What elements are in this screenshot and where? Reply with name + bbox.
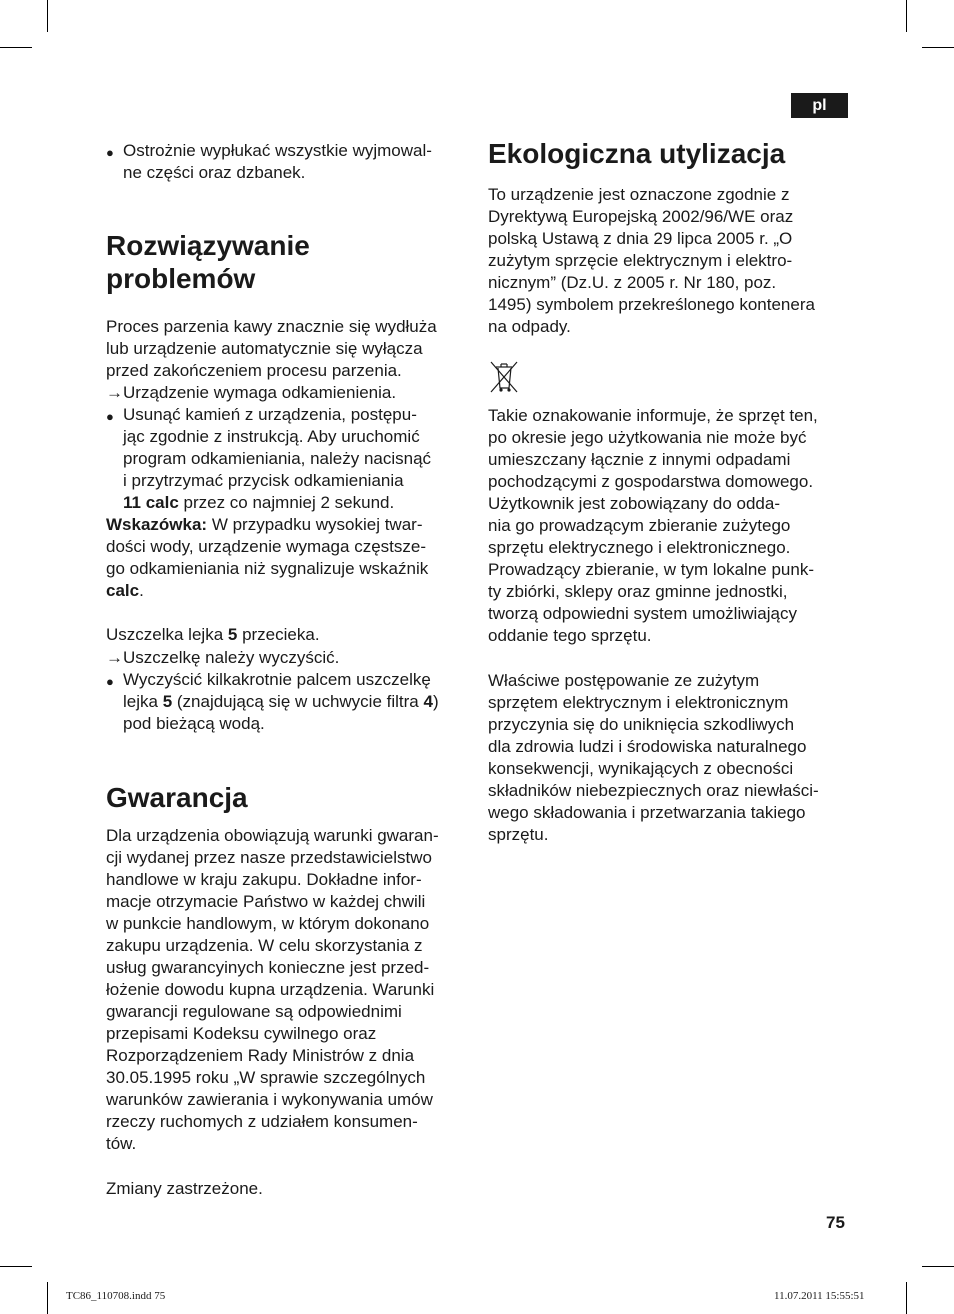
note-line: go odkamieniania niż sygnalizuje wskaźnik: [106, 559, 429, 578]
warranty-line: macje otrzymacie Państwo w każdej chwili: [106, 892, 426, 911]
warranty-line: handlowe w kraju zakupu. Dokładne infor-: [106, 870, 422, 889]
note-line: dości wody, urządzenie wymaga częstsze-: [106, 537, 426, 556]
disposal-line: Dyrektywą Europejską 2002/96/WE oraz: [488, 207, 794, 226]
note-line: calc.: [106, 581, 144, 600]
section-title-troubleshooting: Rozwiązywanie: [106, 230, 310, 261]
cleaning-bullet-line: Ostrożnie wypłukać wszystkie wyjmowal-: [123, 141, 432, 160]
section-title-disposal: Ekologiczna utylizacja: [488, 138, 786, 169]
page-number: 75: [826, 1213, 845, 1232]
arrow-icon: →: [106, 383, 123, 402]
warranty-line: usług gwarancyinych konieczne jest przed-: [106, 958, 430, 977]
disposal-line: na odpady.: [488, 317, 571, 336]
crop-mark: [0, 47, 32, 48]
warranty-line: tów.: [106, 1134, 137, 1153]
warranty-line: zakupu urządzenia. W celu skorzystania z: [106, 936, 423, 955]
bullet-line: jąc zgodnie z instrukcją. Aby uruchomić: [123, 427, 420, 446]
disposal-line: pochodzącymi z gospodarstwa domowego.: [488, 472, 814, 491]
note-label: Wskazówka:: [106, 515, 208, 534]
warranty-line: przepisami Kodeksu cywilnego oraz: [106, 1024, 377, 1043]
disposal-line: sprzętu elektrycznego i elektronicznego.: [488, 538, 791, 557]
footer-file: TC86_110708.indd 75: [66, 1290, 166, 1302]
disposal-line: 1495) symbolem przekreślonego kontenera: [488, 295, 815, 314]
section-title-warranty: Gwarancja: [106, 782, 248, 813]
solution-line: Urządzenie wymaga odkamienienia.: [123, 383, 397, 402]
note-line: Wskazówka: W przypadku wysokiej twar-: [106, 515, 423, 534]
warranty-line: Rozporządzeniem Rady Ministrów z dnia: [106, 1046, 415, 1065]
paragraph-line: lub urządzenie automatycznie się wyłącza: [106, 339, 423, 358]
bullet-line: lejka 5 (znajdującą się w uchwycie filtra 4): [123, 692, 439, 711]
disposal-line: tworzą odpowiedni system umożliwiający: [488, 604, 797, 623]
paragraph-line: Uszczelka lejka 5 przecieka.: [106, 625, 320, 644]
disposal-line: umieszczany łącznie z innymi odpadami: [488, 450, 791, 469]
paragraph-line: Proces parzenia kawy znacznie się wydłuża: [106, 317, 437, 336]
warranty-line: cji wydanej przez nasze przedstawicielstwo: [106, 848, 432, 867]
crop-mark: [906, 1282, 907, 1314]
warranty-line: warunków zawierania i wykonywania umów: [106, 1090, 433, 1109]
warranty-line: łożenie dowodu kupna urządzenia. Warunki: [106, 980, 435, 999]
paragraph-line: przed zakończeniem procesu parzenia.: [106, 361, 402, 380]
disposal-line: konsekwencji, wynikających z obecności: [488, 759, 794, 778]
crossed-out-wheelie-bin-icon: [489, 360, 519, 394]
crop-mark: [906, 0, 907, 32]
disposal-line: nicznym” (Dz.U. z 2005 r. Nr 180, poz.: [488, 273, 777, 292]
disposal-line: oddanie tego sprzętu.: [488, 626, 652, 645]
disposal-line: sprzętu.: [488, 825, 549, 844]
warranty-line: w punkcie handlowym, w którym dokonano: [106, 914, 430, 933]
disposal-line: To urządzenie jest oznaczone zgodnie z: [488, 185, 790, 204]
crop-mark: [922, 47, 954, 48]
arrow-icon: →: [106, 648, 123, 667]
disposal-line: zużytym sprzęcie elektrycznym i elektro-: [488, 251, 793, 270]
disposal-line: polską Ustawą z dnia 29 lipca 2005 r. „O: [488, 229, 793, 248]
disposal-line: dla zdrowia ludzi i środowiska naturalnego: [488, 737, 807, 756]
disposal-line: przyczynia się do uniknięcia szkodliwych: [488, 715, 795, 734]
footer-date: 11.07.2011 15:55:51: [774, 1290, 865, 1302]
bullet-line: Usunąć kamień z urządzenia, postępu-: [123, 405, 417, 424]
disposal-line: Właściwe postępowanie ze zużytym: [488, 671, 760, 690]
disposal-line: po okresie jego użytkowania nie może być: [488, 428, 807, 447]
crop-mark: [922, 1266, 954, 1267]
section-title-troubleshooting: problemów: [106, 263, 256, 294]
disposal-line: Użytkownik jest zobowiązany do odda-: [488, 494, 780, 513]
bullet-line: pod bieżącą wodą.: [123, 714, 265, 733]
disposal-line: nia go prowadzącym zbieranie zużytego: [488, 516, 791, 535]
disposal-line: składników niebezpiecznych oraz niewłaści-: [488, 781, 819, 800]
solution-line: Uszczelkę należy wyczyścić.: [123, 648, 340, 667]
bullet-line: i przytrzymać przycisk odkamieniania: [123, 471, 404, 490]
disposal-line: Takie oznakowanie informuje, że sprzęt ten,: [488, 406, 818, 425]
crop-mark: [47, 0, 48, 32]
warranty-line: rzeczy ruchomych z udziałem konsumen-: [106, 1112, 418, 1131]
crop-mark: [47, 1282, 48, 1314]
changes-reserved: Zmiany zastrzeżone.: [106, 1179, 263, 1198]
disposal-line: ty zbiórki, sklepy oraz gminne jednostki,: [488, 582, 788, 601]
bullet-line: 11 calc przez co najmniej 2 sekund.: [123, 493, 395, 512]
language-tab: pl: [791, 93, 848, 118]
warranty-line: gwarancji regulowane są odpowiednimi: [106, 1002, 402, 1021]
disposal-line: wego składowania i przetwarzania takiego: [488, 803, 806, 822]
bullet-line: program odkamieniania, należy nacisnąć: [123, 449, 432, 468]
bullet-line: Wyczyścić kilkakrotnie palcem uszczelkę: [123, 670, 431, 689]
warranty-line: 30.05.1995 roku „W sprawie szczególnych: [106, 1068, 426, 1087]
disposal-line: Prowadzący zbieranie, w tym lokalne punk-: [488, 560, 814, 579]
warranty-line: Dla urządzenia obowiązują warunki gwaran-: [106, 826, 439, 845]
crop-mark: [0, 1266, 32, 1267]
cleaning-bullet-line: ne części oraz dzbanek.: [123, 163, 306, 182]
disposal-line: sprzętem elektrycznym i elektronicznym: [488, 693, 789, 712]
